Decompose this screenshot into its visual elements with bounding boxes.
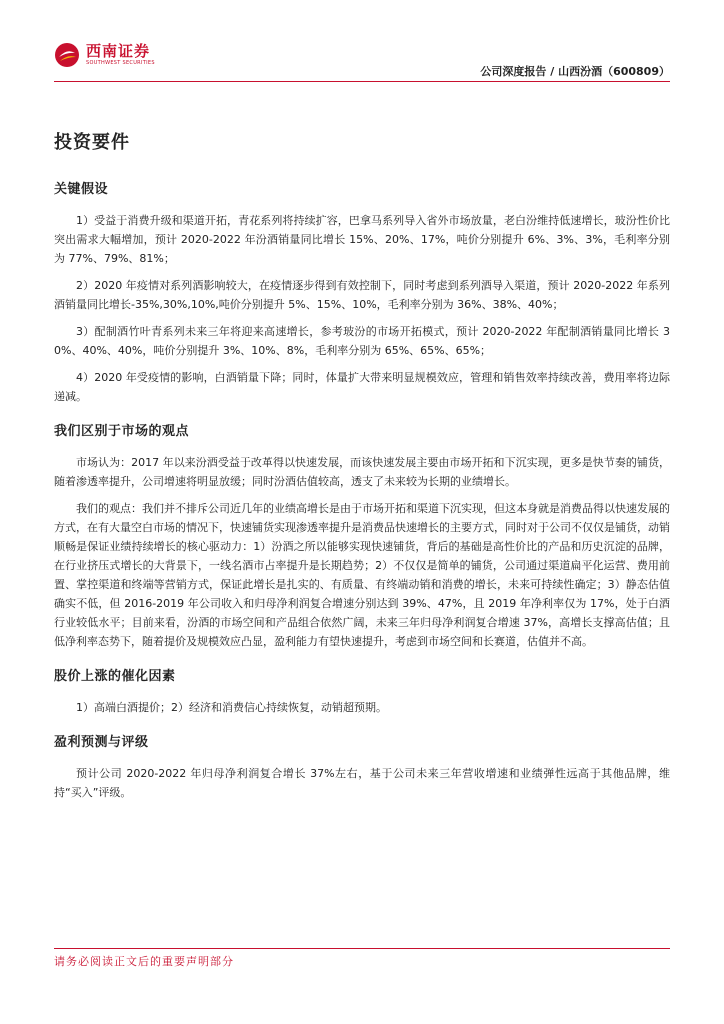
brand-logo-icon — [54, 42, 80, 68]
report-body — [54, 128, 670, 816]
paragraph: 1）受益于消费升级和渠道开拓，青花系列将持续扩容，巴拿马系列导入省外市场放量，老白汾维持低速增长，玻汾性价比突出需求大幅增加，预计 2020-2022 年汾酒销量同比增长 15%、20%、17%，吨价分别提升 6%、3%、3%，毛利率分别为 77%、79%、81%； — [54, 214, 670, 265]
section-heading: 我们区别于市场的观点 — [54, 424, 190, 439]
section-heading: 盈利预测与评级 — [54, 735, 149, 750]
section-heading: 关键假设 — [54, 182, 109, 197]
paragraph: 预计公司 2020-2022 年归母净利润复合增长 37%左右，基于公司未来三年营收增速和业绩弹性远高于其他品牌，维持“买入”评级。 — [54, 767, 670, 799]
footer-divider — [54, 948, 670, 949]
brand-logo — [54, 42, 155, 68]
paragraph: 市场认为：2017 年以来汾酒受益于改革得以快速发展，而该快速发展主要由市场开拓和下沉实现，更多是快节奏的铺货，随着渗透率提升，公司增速将明显放缓；同时汾酒估值较高，透支了未来较为长期的业绩增长。 — [54, 456, 670, 488]
paragraph: 我们的观点：我们并不排斥公司近几年的业绩高增长是由于市场开拓和渠道下沉实现，但这本身就是消费品得以快速发展的方式，在有大量空白市场的情况下，快速铺货实现渗透率提升是消费品快速增长的主要方式，同时对于公司不仅仅是铺货，动销顺畅是保证业绩持续增长的核心驱动力：1）汾酒之所以能够实现快速铺货，背后的基础是高性价比的产品和历史沉淀的品牌，在行业挤压式增长的大背景下，一线名酒市占率提升是长期趋势；2）不仅仅是简单的铺货，公司通过渠道扁平化运营、费用前置、掌控渠道和终端等营销方式，保证此增长是扎实的、有质量、有终端动销和消费的增长，未来可持续性确定；3）静态估值确实不低，但 2016-2019 年公司收入和归母净利润复合增速分别达到 39%、47%，且 2019 年净利率仅为 17%，处于白酒行业较低水平；目前来看，汾酒的市场空间和产品组合依然广阔，未来三年归母净利润复合增速 37%，高增长支撑高估值；且低净利率态势下，随着提价及规模效应凸显，盈利能力有望快速提升，考虑到市场空间和长赛道，估值并不高。 — [54, 502, 670, 648]
section-key-assumptions — [54, 178, 670, 406]
report-header-title: 公司深度报告 / 山西汾酒（600809） — [480, 65, 670, 78]
section-our-view — [54, 420, 670, 651]
section-catalysts — [54, 665, 670, 717]
section-forecast-rating — [54, 731, 670, 802]
footer-disclaimer: 请务必阅读正文后的重要声明部分 — [54, 955, 234, 968]
paragraph: 2）2020 年疫情对系列酒影响较大，在疫情逐步得到有效控制下，同时考虑到系列酒导入渠道，预计 2020-2022 年系列酒销量同比增长-35%,30%,10%,吨价分别提升 5%、15%、10%，毛利率分别为 36%、38%、40%； — [54, 279, 670, 311]
brand-name-en: SOUTHWEST SECURITIES — [86, 60, 155, 66]
brand-name-cn: 西南证券 — [86, 42, 151, 60]
paragraph: 3）配制酒竹叶青系列未来三年将迎来高速增长，参考玻汾的市场开拓模式，预计 2020-2022 年配制酒销量同比增长 30%、40%、40%，吨价分别提升 3%、10%、8%，毛利率分别为 65%、65%、65%； — [54, 325, 670, 357]
section-heading: 股价上涨的催化因素 — [54, 669, 176, 684]
paragraph: 4）2020 年受疫情的影响，白酒销量下降；同时，体量扩大带来明显规模效应，管理和销售效率持续改善，费用率将边际递减。 — [54, 371, 670, 403]
header-divider — [54, 81, 670, 82]
page-title: 投资要件 — [54, 132, 130, 153]
paragraph: 1）高端白酒提价；2）经济和消费信心持续恢复，动销超预期。 — [76, 701, 387, 714]
